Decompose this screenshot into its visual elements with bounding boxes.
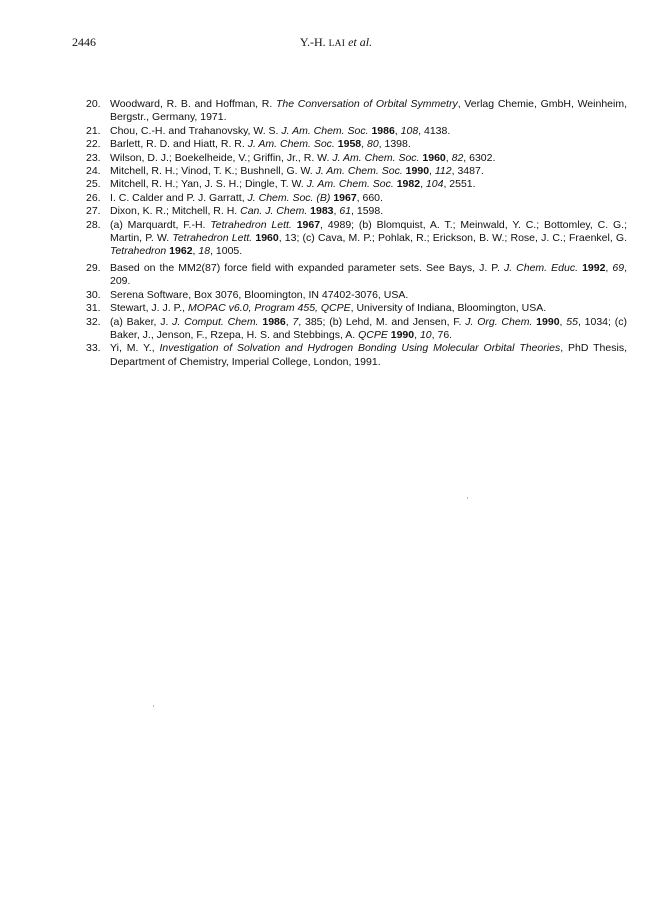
reference-number: 27.	[86, 205, 101, 218]
reference-text-segment: , 209.	[110, 261, 628, 288]
reference-text-segment: ,	[192, 245, 199, 258]
reference-text-segment: Barlett, R. D. and Hiatt, R. R.	[110, 138, 248, 151]
reference-item	[72, 316, 627, 343]
reference-text	[110, 125, 627, 138]
reference-italic-text: J. Am. Chem. Soc.	[332, 151, 420, 164]
reference-italic-text: Tetrahedron	[110, 245, 167, 258]
reference-text	[110, 219, 627, 259]
reference-number: 29.	[86, 261, 101, 274]
reference-text	[110, 262, 627, 289]
reference-italic-text: 18	[198, 245, 211, 258]
scan-speck	[153, 705, 154, 707]
reference-number: 20.	[86, 98, 101, 110]
reference-text-segment: Wilson, D. J.; Boekelheide, V.; Griffin, Jr., R. W.	[110, 151, 333, 164]
reference-italic-text: The Conversation of Orbital Symmetry	[276, 98, 458, 110]
reference-text-segment: ,	[445, 151, 452, 164]
running-header-etal: et al.	[345, 35, 373, 49]
reference-text-segment: Mitchell, R. H.; Vinod, T. K.; Bushnell, G. W.	[110, 165, 316, 178]
reference-year: 1983	[310, 205, 334, 218]
reference-item	[72, 165, 627, 178]
reference-text-segment: ,	[333, 205, 340, 218]
reference-text	[110, 205, 627, 218]
reference-text-segment: , 13; (c) Cava, M. P.; Pohlak, R.; Erickson, B. W.; Rose, J. C.; Fraenkel, G.	[278, 232, 627, 245]
reference-text-segment: , 76.	[431, 328, 453, 341]
reference-italic-text: 82	[451, 151, 464, 164]
reference-item	[72, 262, 627, 289]
reference-text-segment: , University of Indiana, Bloomington, USA.	[350, 302, 547, 315]
reference-text	[110, 289, 627, 302]
reference-italic-text: Tetrahedron Lett.	[210, 218, 292, 231]
reference-year: 1960	[422, 151, 446, 164]
running-header-author: Y.-H.	[299, 35, 329, 49]
reference-text-segment: , 6302.	[463, 151, 496, 164]
reference-text-segment: ,	[605, 261, 613, 274]
reference-number: 24.	[86, 165, 101, 178]
reference-text-segment: , 385; (b) Lehd, M. and Jensen, F.	[298, 315, 466, 328]
reference-item	[72, 289, 627, 302]
reference-text-segment: Serena Software, Box 3076, Bloomington, IN 47402-3076, USA.	[110, 288, 409, 301]
reference-text-segment: Chou, C.-H. and Trahanovsky, W. S.	[110, 124, 282, 137]
reference-item	[72, 302, 627, 315]
reference-italic-text: 10	[419, 328, 432, 341]
reference-text	[110, 302, 627, 315]
reference-text	[110, 98, 627, 125]
reference-text-segment: Based on the MM2(87) force field with expanded parameter sets. See Bays, J. P.	[110, 261, 504, 274]
reference-number: 28.	[86, 218, 101, 231]
reference-text-segment: , 3487.	[451, 165, 484, 178]
reference-italic-text: 61	[339, 205, 352, 218]
reference-text-segment: , 4138.	[418, 124, 451, 137]
reference-item	[72, 178, 627, 191]
reference-text	[110, 152, 627, 165]
reference-item	[72, 192, 627, 205]
reference-text	[110, 192, 627, 205]
reference-item	[72, 205, 627, 218]
reference-text-segment: , 1398.	[378, 138, 411, 151]
reference-text-segment: , 660.	[356, 191, 383, 204]
reference-italic-text: J. Am. Chem. Soc.	[281, 124, 369, 137]
reference-text-segment: Woodward, R. B. and Hoffman, R.	[110, 98, 276, 110]
reference-italic-text: Can. J. Chem.	[240, 205, 308, 218]
reference-italic-text: J. Chem. Soc. (B)	[247, 191, 331, 204]
reference-text-segment: Dixon, K. R.; Mitchell, R. H.	[110, 205, 241, 218]
reference-year: 1990	[390, 328, 415, 341]
reference-text-segment: , Verlag Chemie, GmbH, Weinheim, Bergstr., Germany, 1971.	[110, 98, 627, 124]
reference-italic-text: 55	[566, 315, 578, 328]
reference-year: 1986	[371, 124, 395, 137]
reference-number: 22.	[86, 138, 101, 151]
reference-italic-text: J. Am. Chem. Soc.	[306, 178, 394, 191]
page-number: 2446	[72, 35, 96, 49]
reference-italic-text: 7	[292, 315, 299, 328]
reference-italic-text: J. Comput. Chem.	[172, 315, 259, 328]
reference-year: 1990	[536, 315, 560, 328]
reference-italic-text: J. Am. Chem. Soc.	[315, 165, 403, 178]
reference-text-segment: Stewart, J. J. P.,	[110, 302, 189, 315]
reference-item	[72, 342, 627, 369]
reference-text-segment: Yi, M. Y.,	[110, 342, 160, 355]
reference-year: 1982	[396, 178, 421, 191]
reference-text-segment: , 4989; (b) Blomquist, A. T.; Meinwald, Y. C.; Bottomley, C. G.; Martin, P. W.	[110, 218, 628, 245]
reference-number: 32.	[86, 315, 101, 328]
reference-text-segment: , 2551.	[443, 178, 476, 191]
reference-item	[72, 98, 627, 125]
reference-italic-text: 80	[366, 138, 379, 151]
reference-number: 23.	[86, 151, 101, 164]
reference-italic-text: Tetrahedron Lett.	[172, 232, 253, 245]
reference-text-segment: Mitchell, R. H.; Yan, J. S. H.; Dingle, T. W.	[110, 178, 307, 191]
reference-text-segment: ,	[414, 328, 420, 341]
scan-speck	[467, 497, 468, 499]
reference-text-segment: , 1034; (c) Baker, J., Jenson, F., Rzepa, H. S. and Stebbings, A.	[110, 315, 627, 341]
reference-list	[72, 98, 627, 369]
reference-text-segment: ,	[559, 315, 567, 328]
reference-italic-text: Investigation of Solvation and Hydrogen Bonding Using Molecular Orbital Theories	[159, 342, 561, 355]
reference-text-segment: ,	[361, 138, 367, 151]
reference-text-segment: , 1598.	[351, 205, 384, 218]
reference-text-segment: ,	[285, 315, 293, 328]
reference-text	[110, 138, 627, 151]
running-header-author-surname: LAI	[328, 39, 346, 49]
reference-number: 26.	[86, 191, 101, 204]
reference-italic-text: 69	[612, 261, 625, 274]
reference-number: 25.	[86, 178, 101, 191]
reference-italic-text: MOPAC v6.0, Program 455, QCPE	[188, 302, 351, 315]
reference-item	[72, 219, 627, 259]
reference-year: 1958	[337, 138, 362, 151]
reference-text	[110, 316, 627, 343]
running-header	[0, 35, 672, 50]
reference-year: 1962	[169, 245, 193, 258]
reference-year: 1992	[582, 261, 606, 274]
reference-item	[72, 125, 627, 138]
reference-text-segment: ,	[394, 124, 401, 137]
reference-item	[72, 152, 627, 165]
reference-italic-text: 104	[425, 178, 444, 191]
reference-year: 1960	[255, 232, 279, 245]
reference-italic-text: J. Org. Chem.	[465, 315, 533, 328]
reference-text	[110, 165, 627, 178]
reference-text-segment: (a) Baker, J.	[110, 315, 173, 328]
reference-text-segment: , PhD Thesis, Department of Chemistry, Imperial College, London, 1991.	[110, 342, 627, 368]
reference-item	[72, 138, 627, 151]
reference-italic-text: QCPE	[358, 328, 388, 341]
reference-year: 1967	[333, 191, 357, 204]
reference-year: 1967	[296, 218, 321, 231]
reference-number: 33.	[86, 342, 101, 355]
reference-italic-text: 108	[400, 124, 419, 137]
reference-text-segment: ,	[420, 178, 426, 191]
reference-text-segment: I. C. Calder and P. J. Garratt,	[110, 191, 248, 204]
reference-number: 31.	[86, 302, 101, 315]
reference-text-segment: ,	[429, 165, 435, 178]
reference-year: 1986	[262, 315, 286, 328]
reference-text-segment: , 1005.	[210, 245, 243, 258]
reference-italic-text: J. Chem. Educ.	[503, 261, 578, 274]
reference-text-segment: (a) Marquardt, F.-H.	[110, 218, 211, 231]
reference-text	[110, 342, 627, 369]
reference-italic-text: J. Am. Chem. Soc.	[247, 138, 335, 151]
reference-italic-text: 112	[434, 165, 452, 178]
reference-number: 30.	[86, 288, 101, 301]
reference-year: 1990	[405, 165, 430, 178]
reference-number: 21.	[86, 124, 101, 137]
reference-text	[110, 178, 627, 191]
